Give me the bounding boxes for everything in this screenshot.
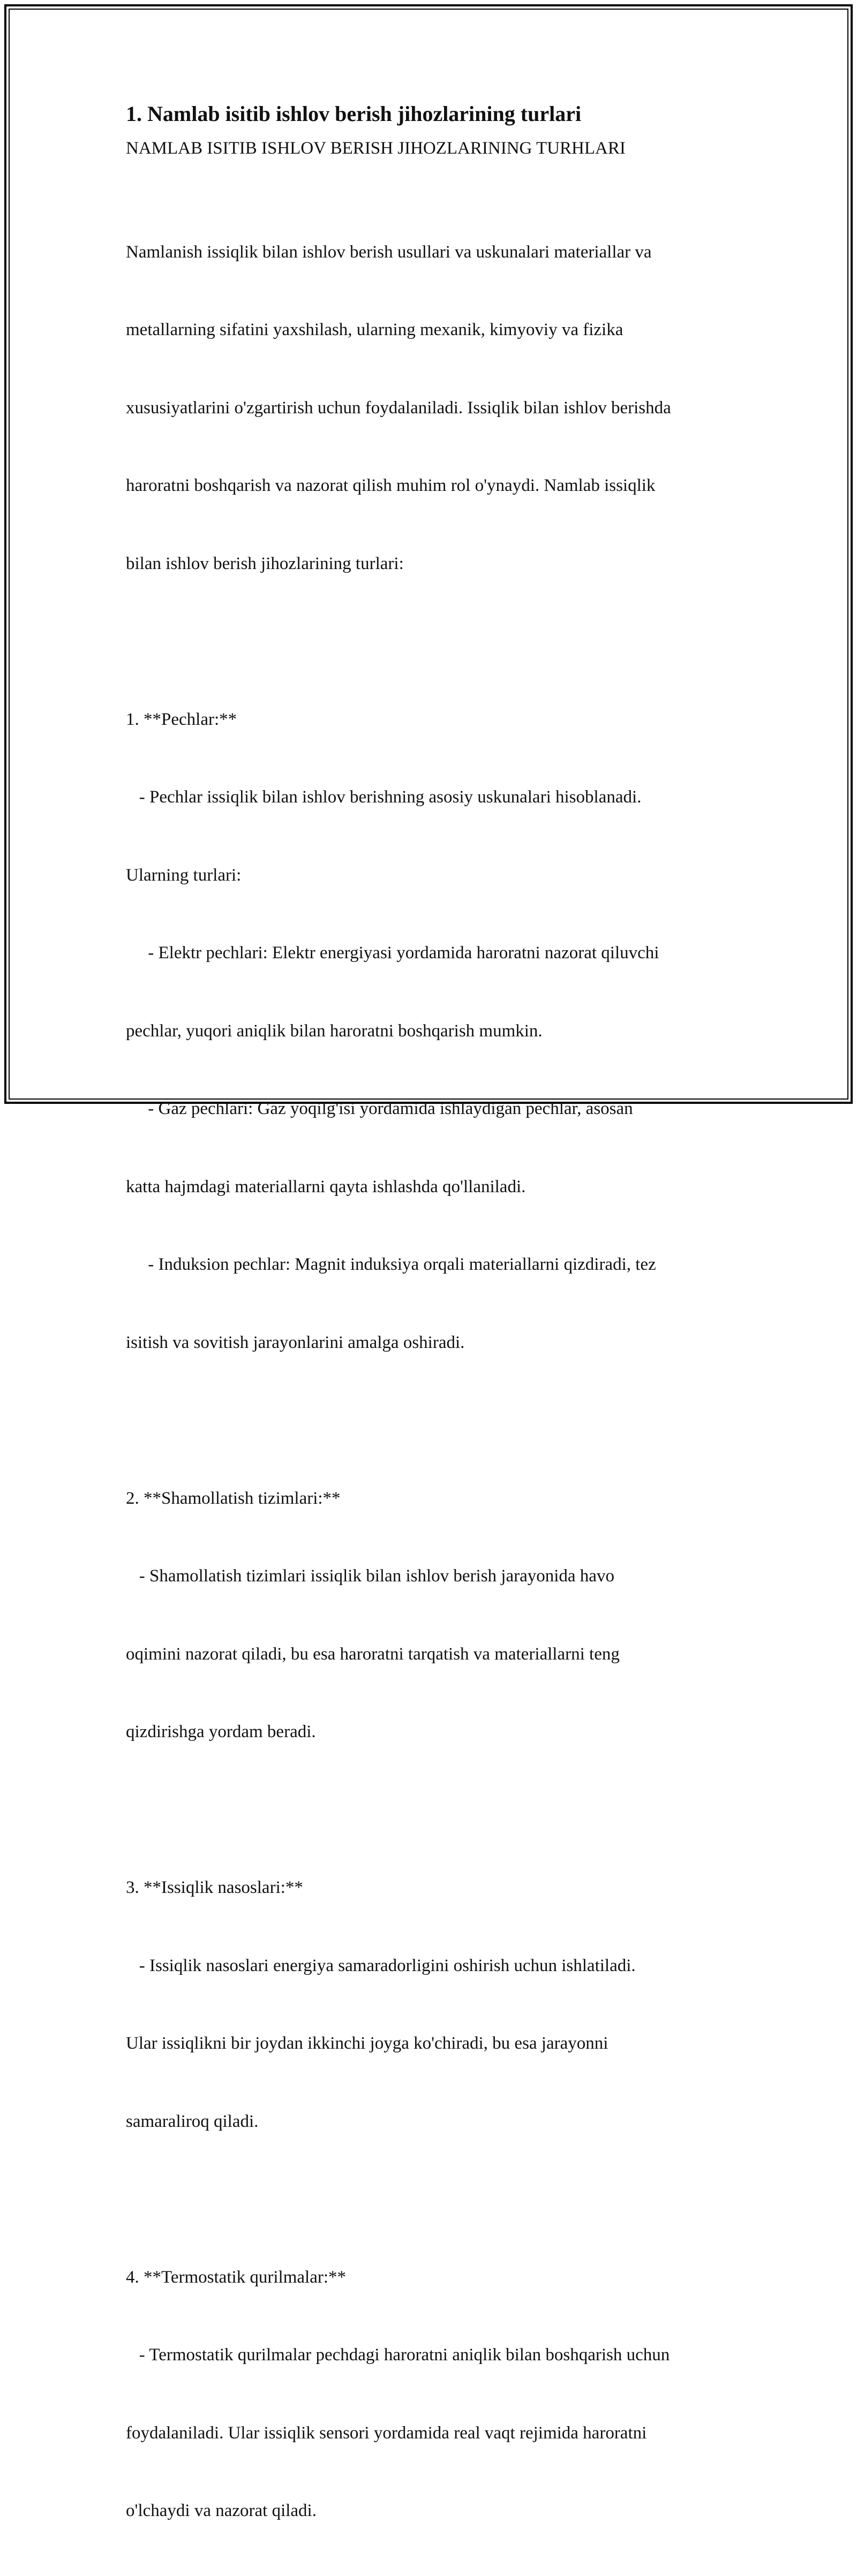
text-line: - Termostatik qurilmalar pechdagi haroratni aniqlik bilan boshqarish uchun	[126, 2345, 670, 2365]
spacer	[126, 1407, 742, 1434]
spacer	[126, 2186, 742, 2213]
section-issiqlik-nasoslari	[126, 1823, 742, 2186]
text-line: - Elektr pechlari: Elektr energiyasi yordamida haroratni nazorat qiluvchi	[126, 943, 659, 963]
text-line: haroratni boshqarish va nazorat qilish muhim rol o'ynaydi. Namlab issiqlik	[126, 476, 656, 495]
text-line: qizdirishga yordam beradi.	[126, 1722, 316, 1741]
spacer	[126, 628, 742, 655]
text-line: Ular issiqlikni bir joydan ikkinchi joyga ko'chiradi, bu esa jarayonni	[126, 2034, 608, 2053]
text-line: isitish va sovitish jarayonlarini amalga oshiradi.	[126, 1332, 465, 1352]
spacer	[126, 161, 742, 187]
text-line: oqimini nazorat qiladi, bu esa haroratni tarqatish va materiallarni teng	[126, 1644, 620, 1664]
text-line: - Issiqlik nasoslari energiya samaradorligini oshirish uchun ishlatiladi.	[126, 1956, 636, 1975]
section-termostatik	[126, 2213, 742, 2576]
text-line: xususiyatlarini o'zgartirish uchun foydalaniladi. Issiqlik bilan ishlov berishda	[126, 398, 671, 418]
text-line: - Gaz pechlari: Gaz yoqilg'isi yordamida ishlaydigan pechlar, asosan	[126, 1099, 633, 1118]
section-heading: 3. **Issiqlik nasoslari:**	[126, 1878, 303, 1897]
section-heading: 2. **Shamollatish tizimlari:**	[126, 1488, 341, 1508]
text-line: foydalaniladi. Ular issiqlik sensori yordamida real vaqt rejimida haroratni	[126, 2423, 647, 2443]
text-line: bilan ishlov berish jihozlarining turlari:	[126, 554, 404, 573]
section-heading: 1. **Pechlar:**	[126, 709, 237, 729]
text-line: pechlar, yuqori aniqlik bilan haroratni boshqarish mumkin.	[126, 1021, 543, 1041]
text-line: o'lchaydi va nazorat qiladi.	[126, 2501, 317, 2520]
text-line: - Shamollatish tizimlari issiqlik bilan ishlov berish jarayonida havo	[126, 1566, 614, 1586]
section-heading: 4. **Termostatik qurilmalar:**	[126, 2267, 347, 2287]
section-pechlar	[126, 655, 742, 1408]
text-line: - Induksion pechlar: Magnit induksiya orqali materiallarni qizdiradi, tez	[126, 1255, 656, 1274]
section-shamollatish	[126, 1434, 742, 1797]
text-line: Ularning turlari:	[126, 865, 242, 885]
text-line: samaraliroq qiladi.	[126, 2111, 259, 2131]
text-line: katta hajmdagi materiallarni qayta ishlashda qo'llaniladi.	[126, 1177, 526, 1196]
page-subtitle: NAMLAB ISITIB ISHLOV BERISH JIHOZLARINING TURHLARI	[126, 139, 626, 158]
spacer	[126, 1797, 742, 1823]
page-title: 1. Namlab isitib ishlov berish jihozlarining turlari	[126, 102, 582, 126]
text-line: metallarning sifatini yaxshilash, ularning mexanik, kimyoviy va fizika	[126, 320, 623, 339]
text-line: - Pechlar issiqlik bilan ishlov berishning asosiy uskunalari hisoblanadi.	[126, 787, 642, 807]
text-line: Namlanish issiqlik bilan ishlov berish usullari va uskunalari materiallar va	[126, 242, 652, 262]
document-body	[126, 99, 742, 2576]
intro-paragraph	[126, 187, 742, 629]
